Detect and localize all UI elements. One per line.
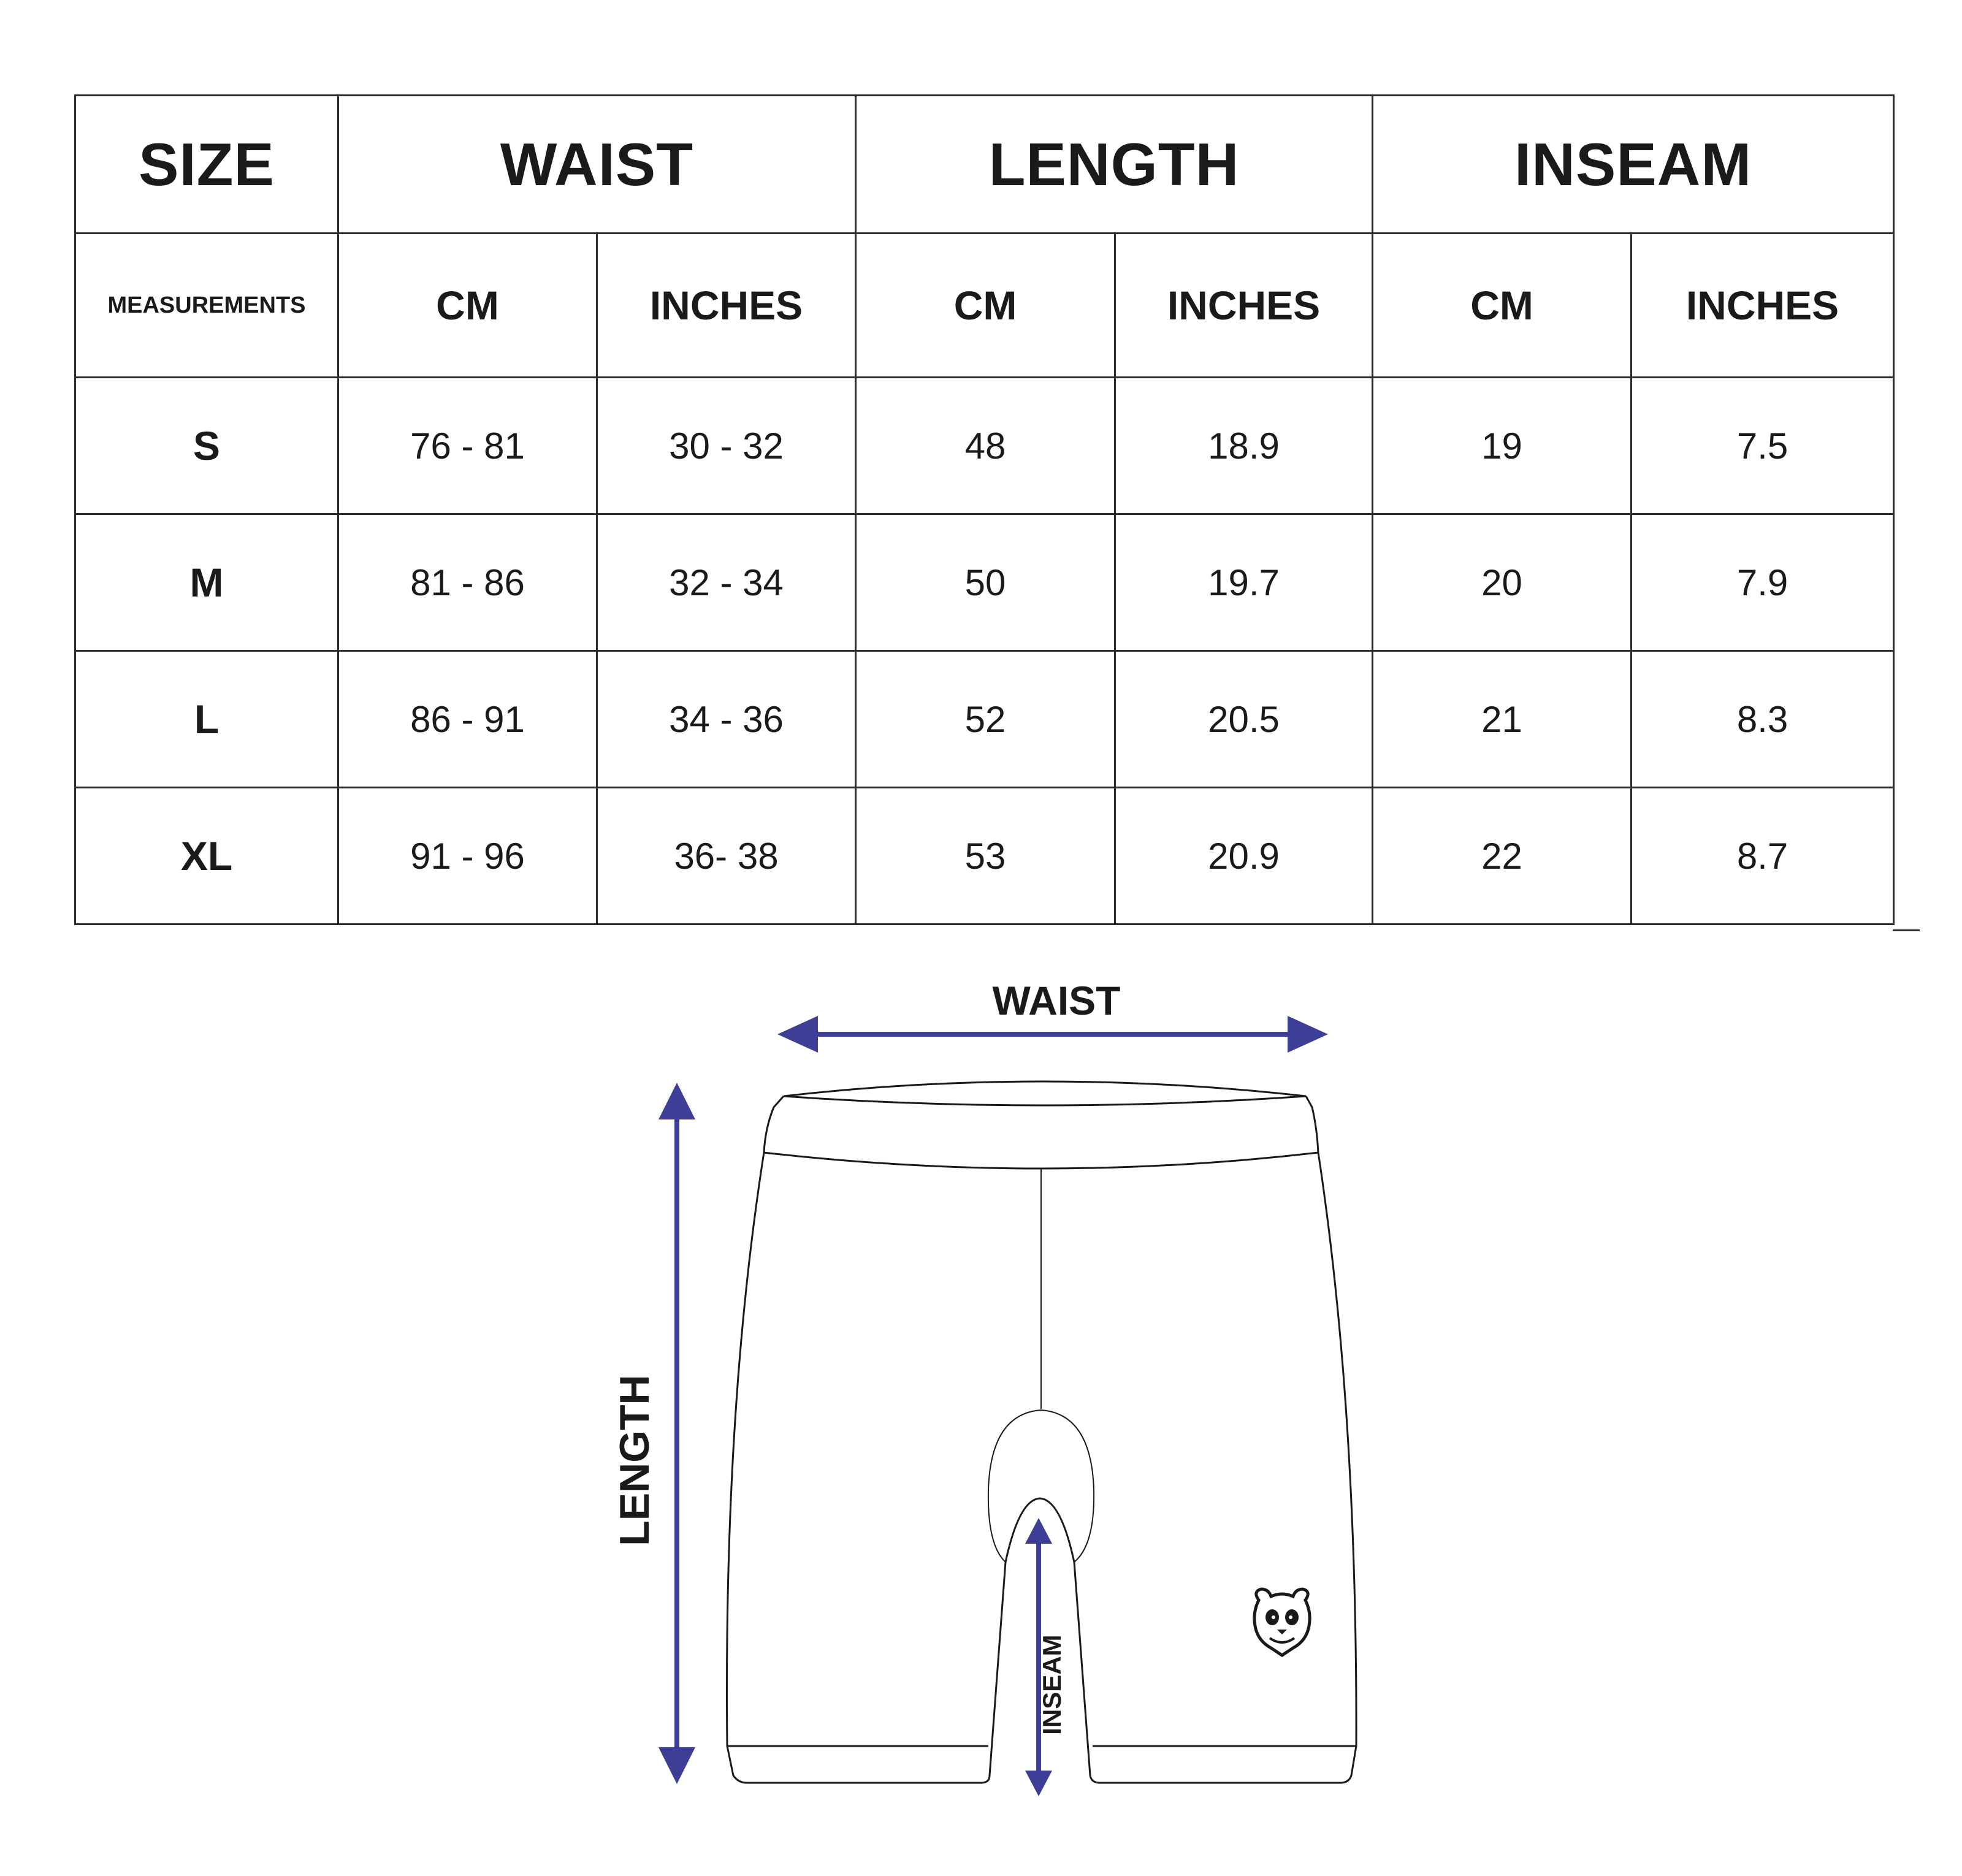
inseam-inches-cell: 7.9 bbox=[1632, 514, 1894, 651]
subheader-waist-inches: INCHES bbox=[597, 234, 856, 378]
inseam-label: INSEAM bbox=[1037, 1634, 1066, 1735]
size-cell: S bbox=[75, 378, 338, 514]
inseam-cm-cell: 20 bbox=[1373, 514, 1632, 651]
length-label: LENGTH bbox=[611, 1375, 658, 1546]
length-cm-cell: 50 bbox=[856, 514, 1115, 651]
size-cell: XL bbox=[75, 788, 338, 925]
length-inches-cell: 20.5 bbox=[1115, 651, 1373, 788]
length-cm-cell: 53 bbox=[856, 788, 1115, 925]
length-inches-cell: 19.7 bbox=[1115, 514, 1373, 651]
waist-cm-cell: 91 - 96 bbox=[338, 788, 597, 925]
waist-inches-cell: 32 - 34 bbox=[597, 514, 856, 651]
subheader-length-cm: CM bbox=[856, 234, 1115, 378]
size-cell: L bbox=[75, 651, 338, 788]
waist-inches-cell: 36- 38 bbox=[597, 788, 856, 925]
header-inseam: INSEAM bbox=[1373, 96, 1894, 234]
subheader-length-inches: INCHES bbox=[1115, 234, 1373, 378]
waist-cm-cell: 81 - 86 bbox=[338, 514, 597, 651]
header-size: SIZE bbox=[75, 96, 338, 234]
length-cm-cell: 48 bbox=[856, 378, 1115, 514]
size-cell: M bbox=[75, 514, 338, 651]
length-arrow bbox=[658, 1083, 695, 1784]
waist-cm-cell: 76 - 81 bbox=[338, 378, 597, 514]
subheader-inseam-inches: INCHES bbox=[1632, 234, 1894, 378]
inseam-cm-cell: 22 bbox=[1373, 788, 1632, 925]
waistband-seam bbox=[764, 1153, 1318, 1169]
subheader-measurements: MEASUREMENTS bbox=[75, 234, 338, 378]
waist-inches-cell: 34 - 36 bbox=[597, 651, 856, 788]
inseam-inches-cell: 8.3 bbox=[1632, 651, 1894, 788]
inseam-inches-cell: 7.5 bbox=[1632, 378, 1894, 514]
waist-label: WAIST bbox=[992, 978, 1121, 1023]
inseam-cm-cell: 19 bbox=[1373, 378, 1632, 514]
length-inches-cell: 20.9 bbox=[1115, 788, 1373, 925]
waist-inches-cell: 30 - 32 bbox=[597, 378, 856, 514]
header-waist: WAIST bbox=[338, 96, 856, 234]
length-cm-cell: 52 bbox=[856, 651, 1115, 788]
header-length: LENGTH bbox=[856, 96, 1373, 234]
waistband-top bbox=[784, 1081, 1306, 1105]
subheader-waist-cm: CM bbox=[338, 234, 597, 378]
subheader-inseam-cm: CM bbox=[1373, 234, 1632, 378]
length-inches-cell: 18.9 bbox=[1115, 378, 1373, 514]
panda-bear-logo-icon bbox=[1254, 1589, 1310, 1655]
inseam-inches-cell: 8.7 bbox=[1632, 788, 1894, 925]
waist-cm-cell: 86 - 91 bbox=[338, 651, 597, 788]
inseam-cm-cell: 21 bbox=[1373, 651, 1632, 788]
